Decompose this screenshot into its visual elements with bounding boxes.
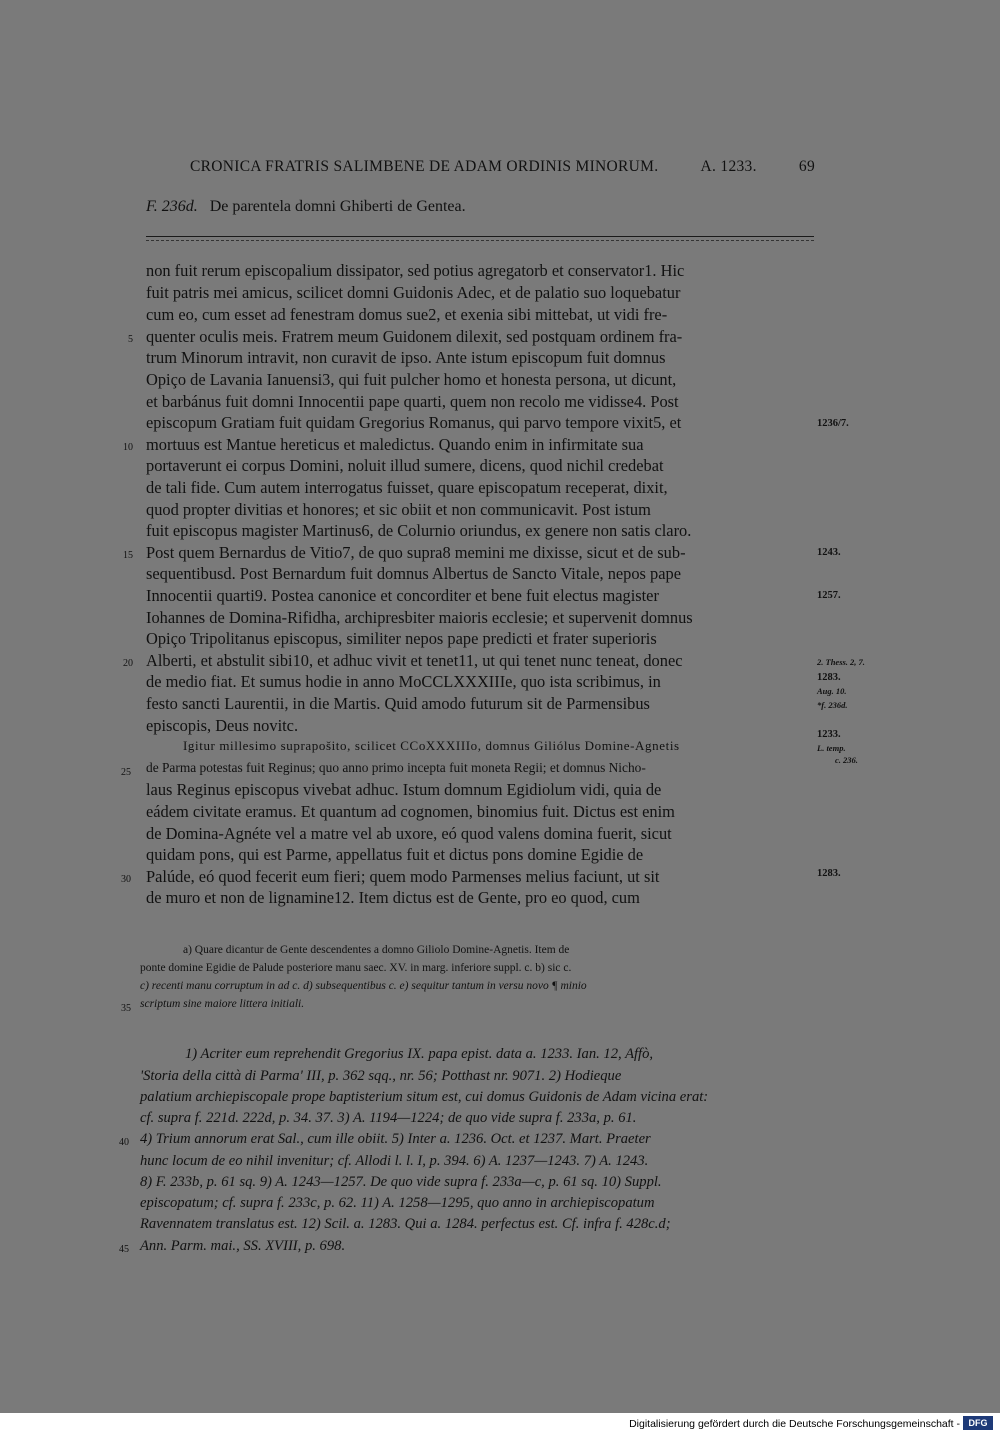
note-line: 8) F. 233b, p. 61 sq. 9) A. 1243—1257. De quo vide supra f. 233a—c, p. 61 sq. 10) Suppl. xyxy=(140,1174,662,1190)
running-header xyxy=(190,158,815,176)
margin-note: 1243. xyxy=(817,547,841,558)
apparatus-line: a) Quare dicantur de Gente descendentes a domno Giliolo Domine-Agnetis. Item de xyxy=(183,944,570,956)
text-line: de Domina-Agnéte vel a matre vel ab uxore, eó quod valens domina fuerit, sicut xyxy=(146,824,672,843)
line-number: 40 xyxy=(119,1137,129,1148)
margin-note: 1283. xyxy=(817,868,841,879)
text-line: Palúde, eó quod fecerit eum fieri; quem modo Parmenses melius faciunt, ut sit xyxy=(146,867,660,886)
line-number: 5 xyxy=(128,334,133,345)
margin-note: Aug. 10. xyxy=(817,686,847,696)
note-line: Ann. Parm. mai., SS. XVIII, p. 698. xyxy=(140,1238,346,1254)
text-line: laus Reginus episcopus vivebat adhuc. Istum domnum Egidiolum vidi, quia de xyxy=(146,780,662,799)
text-line: Opiço Tripolitanus episcopus, similiter nepos pape predicti et frater superioris xyxy=(146,629,657,648)
note-line: 4) Trium annorum erat Sal., cum ille obiit. 5) Inter a. 1236. Oct. et 1237. Mart. Praeter xyxy=(140,1131,651,1147)
line-number: 30 xyxy=(121,874,131,885)
text-line: quidam pons, qui est Parme, appellatus fuit et dictus pons domine Egidie de xyxy=(146,845,644,864)
text-line: de Parma potestas fuit Reginus; quo anno primo incepta fuit moneta Regii; et domnus Nicho- xyxy=(146,760,646,775)
text-line: trum Minorum intravit, non curavit de ipso. Ante istum episcopum fuit domnus xyxy=(146,348,666,367)
text-line: episcopum Gratiam fuit quidam Gregorius Romanus, qui parvo tempore vixit5, et xyxy=(146,413,682,432)
header-rule xyxy=(146,236,814,241)
note-line: 'Storia della città di Parma' III, p. 362 sqq., nr. 56; Potthast nr. 9071. 2) Hodieque xyxy=(140,1068,622,1084)
text-line: et barbánus fuit domni Innocentii pape quarti, quem non recolo me vidisse4. Post xyxy=(146,392,679,411)
note-line: 1) Acriter eum reprehendit Gregorius IX. papa epist. data a. 1233. Ian. 12, Affò, xyxy=(185,1046,654,1062)
text-line: quenter oculis meis. Fratrem meum Guidonem dilexit, sed postquam ordinem fra- xyxy=(146,327,683,346)
page-number: 69 xyxy=(798,158,815,175)
text-line: fuit patris mei amicus, scilicet domni Guidonis Adec, et de palatio suo loquebatur xyxy=(146,283,681,302)
section-heading: De parentela domni Ghiberti de Gentea. xyxy=(209,198,466,215)
text-line: de medio fiat. Et sumus hodie in anno MoCCLXXXIIIe, quo ista scribimus, in xyxy=(146,672,661,691)
text-line: Opiço de Lavania Ianuensi3, qui fuit pulcher homo et honesta persona, ut dicunt, xyxy=(146,370,677,389)
text-line: cum eo, cum esset ad fenestram domus sue2, et exenia sibi mittebat, ut vidi fre- xyxy=(146,305,668,324)
text-line: portaverunt ei corpus Domini, noluit illud sumere, dicens, quod nichil credebat xyxy=(146,456,664,475)
note-line: cf. supra f. 221d. 222d, p. 34. 37. 3) A. 1194—1224; de quo vide supra f. 233a, p. 61. xyxy=(140,1110,637,1126)
margin-note: 1257. xyxy=(817,590,841,601)
margin-note: 1233. xyxy=(817,729,841,740)
text-line: episcopis, Deus novitc. xyxy=(146,716,299,735)
margin-note: 2. Thess. 2, 7. xyxy=(817,657,865,667)
text-line: de tali fide. Cum autem interrogatus fuisset, quare episcopatum receperat, dixit, xyxy=(146,478,668,497)
margin-note: 1283. xyxy=(817,672,841,683)
note-line: Ravennatem translatus est. 12) Scil. a. 1283. Qui a. 1284. perfectus est. Cf. infra f. 428c.d; xyxy=(140,1216,671,1232)
line-number: 35 xyxy=(121,1003,131,1014)
apparatus-line: c) recenti manu corruptum in ad c. d) subsequentibus c. e) sequitur tantum in versu novo ¶ minio xyxy=(140,980,587,992)
text-line: Innocentii quarti9. Postea canonice et concorditer et bene fuit electus magister xyxy=(146,586,659,605)
text-line: eádem civitate eramus. Et quantum ad cognomen, binomius fuit. Dictus est enim xyxy=(146,802,675,821)
dfg-logo: DFG xyxy=(963,1416,993,1430)
margin-note: 1236/7. xyxy=(817,418,849,429)
text-line: Alberti, et abstulit sibi10, et adhuc vivit et tenet11, ut qui tenet nunc teneat, donec xyxy=(146,651,683,670)
line-number: 20 xyxy=(123,658,133,669)
text-line: Iohannes de Domina-Rifidha, archipresbiter maioris ecclesie; et supervenit domnus xyxy=(146,608,693,627)
apparatus-line: ponte domine Egidie de Palude posteriore manu saec. XV. in marg. inferiore suppl. c. b) sic c. xyxy=(140,962,572,974)
text-line: Igitur millesimo suprapošito, scilicet CCoXXXIIIo, domnus Giliólus Domine-Agnetis xyxy=(183,738,680,753)
text-line: Post quem Bernardus de Vitio7, de quo supra8 memini me dixisse, sicut et de sub- xyxy=(146,543,686,562)
folio-heading xyxy=(146,198,466,216)
line-number: 15 xyxy=(123,550,133,561)
text-line: festo sancti Laurentii, in die Martis. Quid amodo futurum sit de Parmensibus xyxy=(146,694,650,713)
text-line: fuit episcopus magister Martinus6, de Colurnio oriundus, ex genere non satis claro. xyxy=(146,521,692,540)
line-number: 10 xyxy=(123,442,133,453)
header-year: A. 1233. xyxy=(700,158,757,175)
folio-label: F. 236d. xyxy=(146,198,198,215)
margin-note: L. temp. xyxy=(817,743,846,753)
line-number: 45 xyxy=(119,1244,129,1255)
funding-notice: Digitalisierung gefördert durch die Deutsche Forschungsgemeinschaft - xyxy=(629,1418,960,1430)
text-line: non fuit rerum episcopalium dissipator, sed potius agregatorb et conservator1. Hic xyxy=(146,261,685,280)
line-number: 25 xyxy=(121,767,131,778)
margin-note: *f. 236d. xyxy=(817,700,848,710)
text-line: quod propter divitias et honores; et sic obiit et non communicavit. Post istum xyxy=(146,500,651,519)
note-line: palatium archiepiscopale prope baptisterium situm est, cui domus Guidonis de Adam vicina erat: xyxy=(140,1089,709,1105)
text-line: de muro et non de lignamine12. Item dictus est de Gente, pro eo quod, cum xyxy=(146,888,640,907)
text-line: sequentibusd. Post Bernardum fuit domnus Albertus de Sancto Vitale, nepos pape xyxy=(146,564,681,583)
note-line: episcopatum; cf. supra f. 233c, p. 62. 11) A. 1258—1295, quo anno in archiepiscopatum xyxy=(140,1195,655,1211)
apparatus-line: scriptum sine maiore littera initiali. xyxy=(140,998,305,1010)
note-line: hunc locum de eo nihil invenitur; cf. Allodi l. l. I, p. 394. 6) A. 1237—1243. 7) A. 1243. xyxy=(140,1153,649,1169)
header-title: CRONICA FRATRIS SALIMBENE DE ADAM ORDINIS MINORUM. xyxy=(190,158,659,175)
margin-note: c. 236. xyxy=(835,755,858,765)
text-line: mortuus est Mantue hereticus et maledictus. Quando enim in infirmitate sua xyxy=(146,435,644,454)
